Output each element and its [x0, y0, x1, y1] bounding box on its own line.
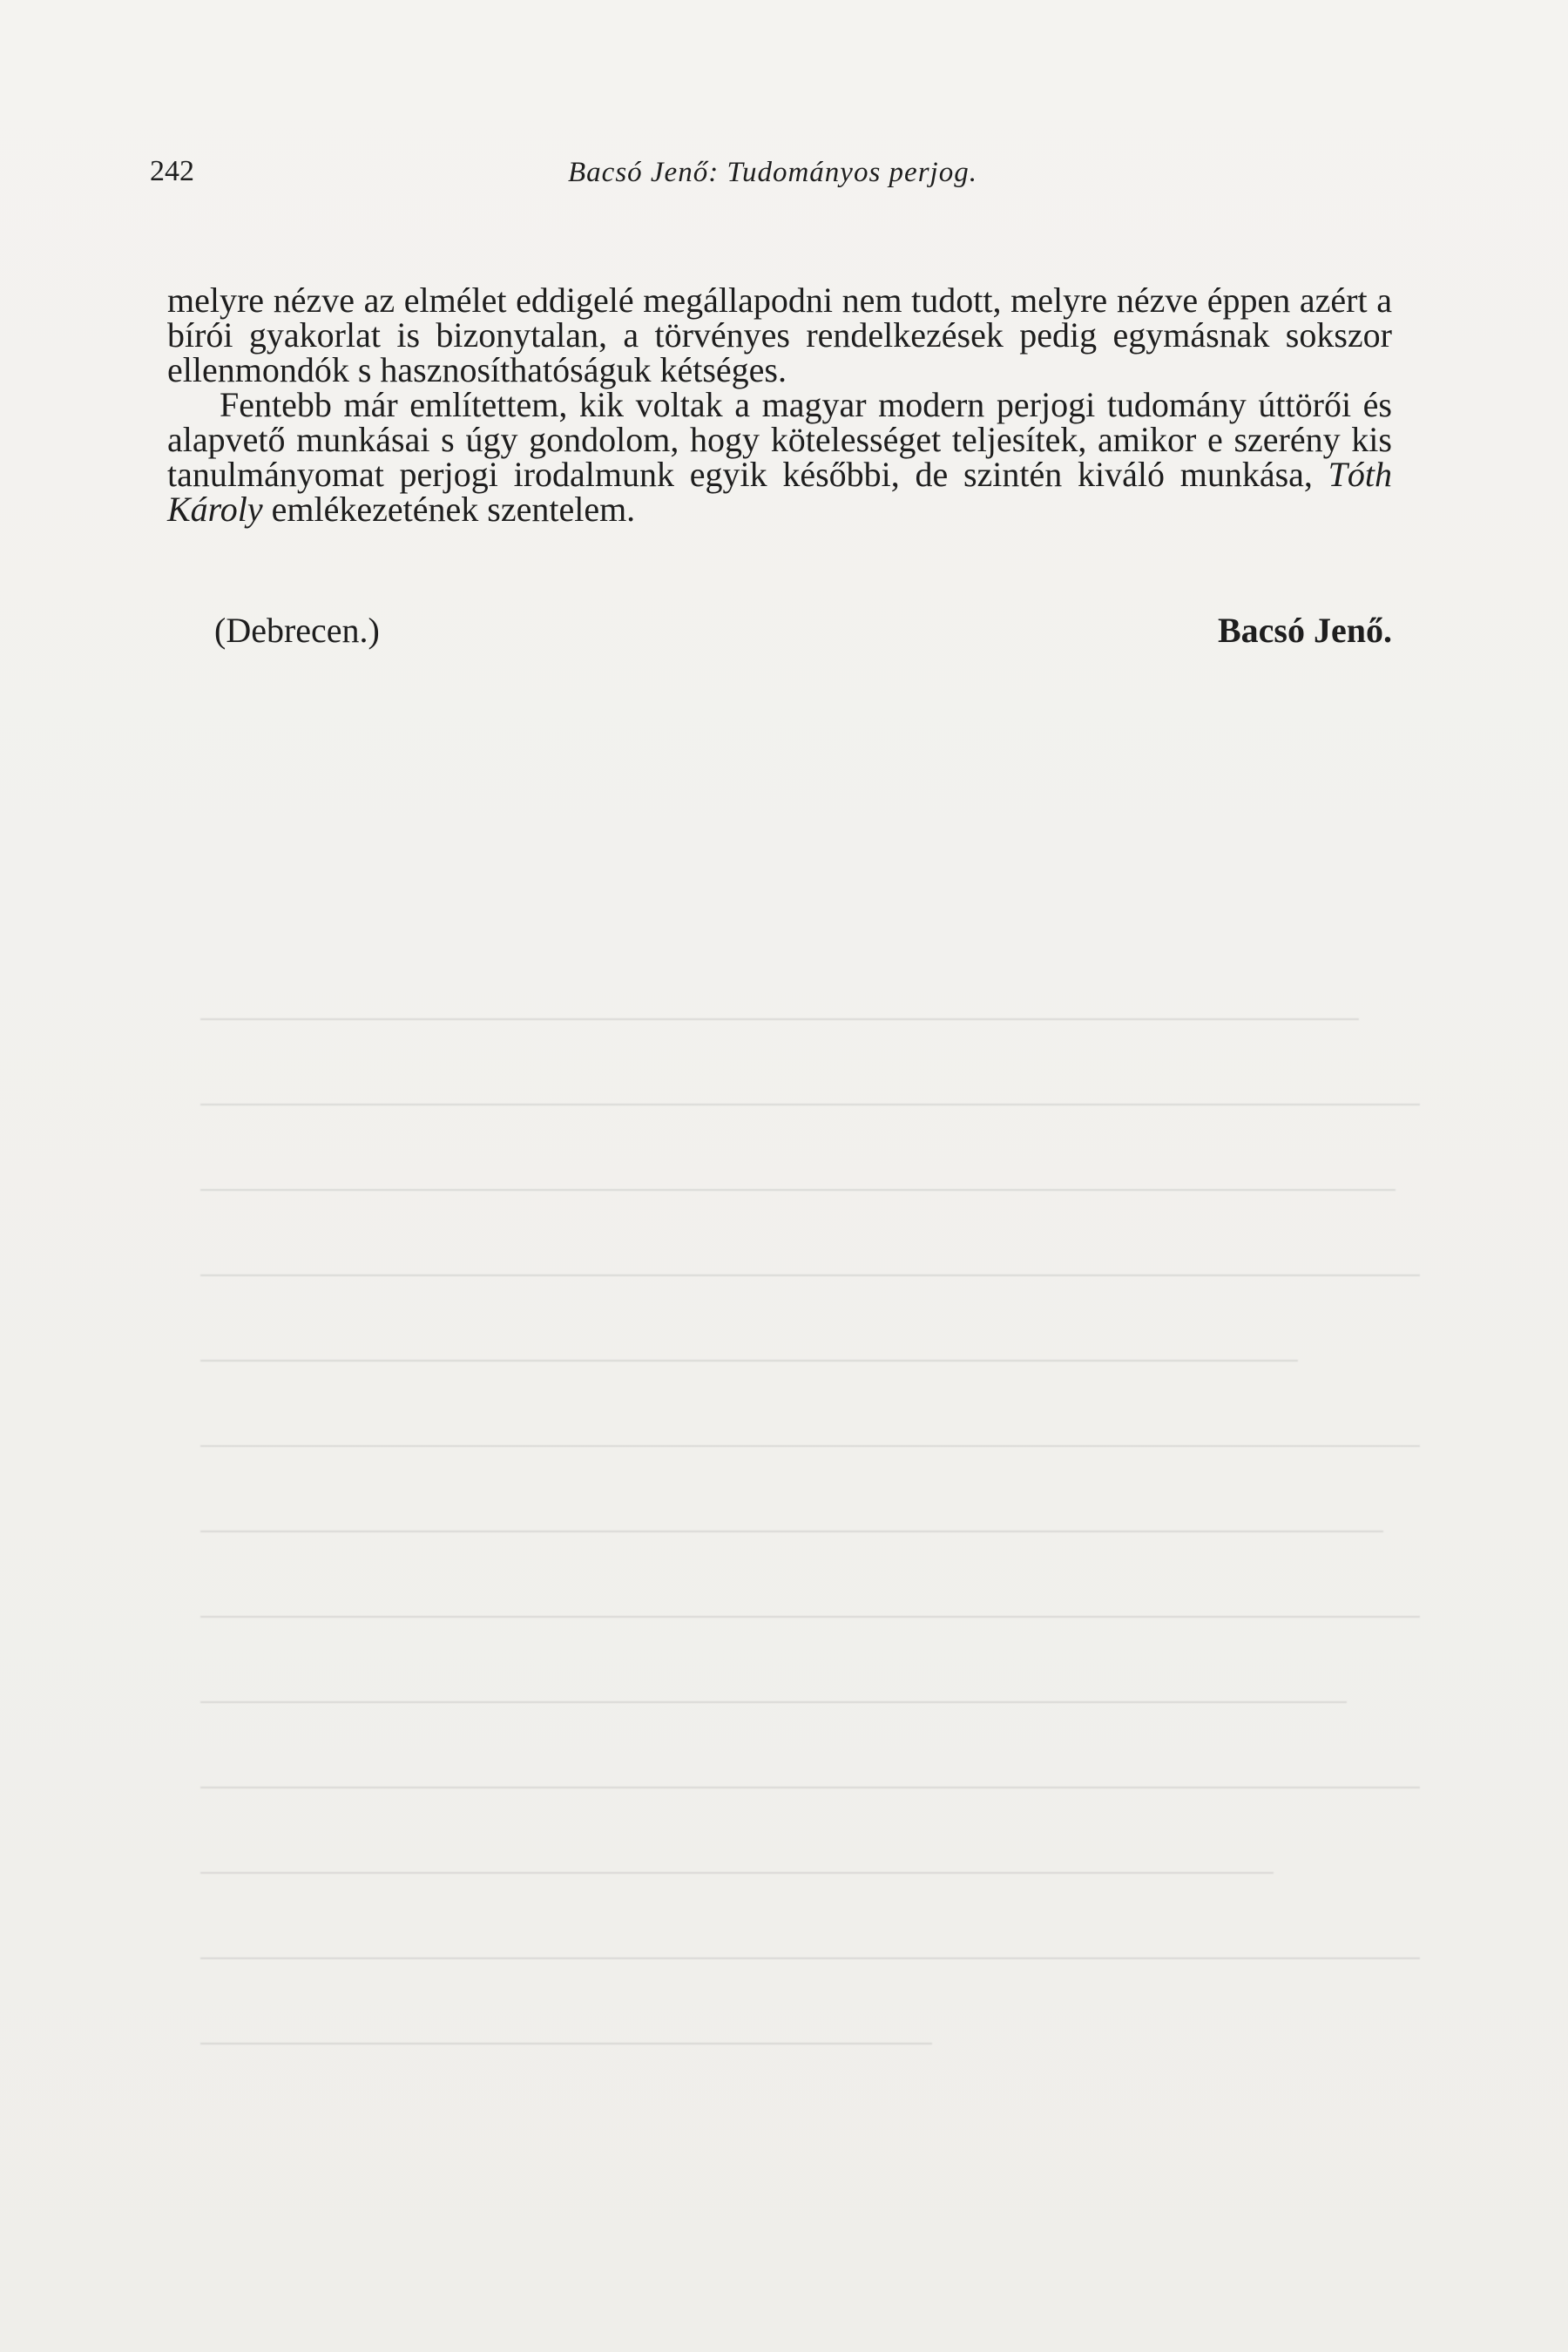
- paragraph-2-ending: emlékezetének szentelem.: [271, 490, 636, 529]
- author-signature: Bacsó Jenő.: [1218, 611, 1392, 650]
- running-title: Bacsó Jenő: Tudományos perjog.: [568, 157, 977, 188]
- paragraph-2-text: Fentebb már említettem, kik voltak a magyar modern perjogi tudomány úttörői és alapvető munkásai s úgy gondolom, hogy kötelességet teljesítek, amikor e szerény kis tanulmányomat perjogi irodalmunk egyik későbbi, de szintén kiváló munkása,: [167, 385, 1392, 494]
- paragraph-1: melyre nézve az elmélet eddigelé megállapodni nem tudott, melyre nézve éppen azért a bírói gyakorlat is bizonytalan, a törvényes rendelkezések pedig egymásnak sokszor ellenmondók s hasznosíthatóságuk kétséges.: [167, 280, 1392, 389]
- running-head: [150, 155, 1430, 207]
- paragraph-2: [167, 385, 1392, 529]
- body-text: [167, 280, 1392, 529]
- dedicatee-name: Tóth Károly: [167, 455, 1392, 529]
- reverse-side-show-through: [200, 976, 1420, 2282]
- place-of-writing: (Debrecen.): [214, 611, 380, 650]
- page-number: 242: [150, 155, 194, 187]
- closing-line: [214, 610, 1392, 653]
